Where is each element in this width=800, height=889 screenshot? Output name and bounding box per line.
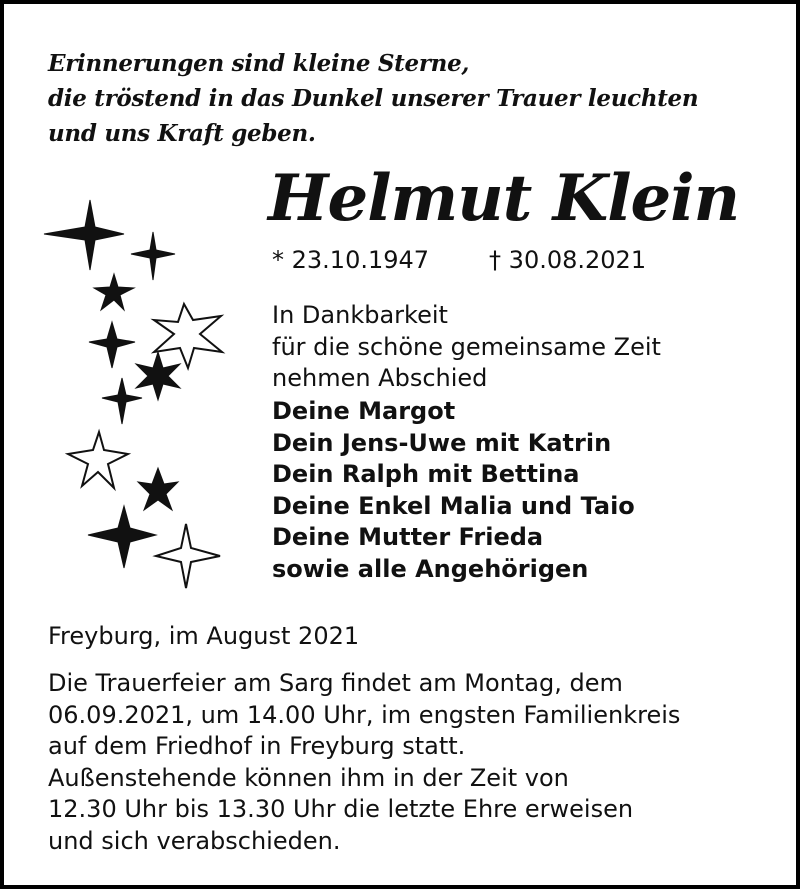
funeral-line: auf dem Friedhof in Freyburg statt. bbox=[48, 732, 466, 760]
quote-line: die tröstend in das Dunkel unserer Trauer leuchten bbox=[48, 85, 699, 112]
funeral-line: Die Trauerfeier am Sarg findet am Montag, dem bbox=[48, 669, 623, 697]
star-icon bbox=[102, 378, 142, 424]
star-icon bbox=[88, 506, 156, 568]
mourner-entry: Deine Mutter Frieda bbox=[272, 523, 544, 551]
quote-line: Erinnerungen sind kleine Sterne, bbox=[48, 50, 470, 77]
mourner-entry: Deine Enkel Malia und Taio bbox=[272, 491, 635, 520]
place-and-date: Freyburg, im August 2021 bbox=[48, 622, 360, 650]
star-icon bbox=[94, 274, 134, 310]
thanks-line: nehmen Abschied bbox=[272, 364, 488, 392]
memorial-quote bbox=[48, 46, 698, 151]
thanks-line: In Dankbarkeit bbox=[272, 301, 448, 329]
funeral-line: Außenstehende können ihm in der Zeit von bbox=[48, 763, 569, 792]
deceased-name: Helmut Klein bbox=[268, 161, 740, 236]
mourner-entry: Dein Ralph mit Bettina bbox=[272, 460, 580, 488]
mourner-entry: Dein Jens-Uwe mit Katrin bbox=[272, 428, 612, 457]
life-dates bbox=[272, 242, 646, 278]
mourner-entry: Deine Margot bbox=[272, 397, 456, 425]
star-icon bbox=[44, 200, 124, 270]
star-icon bbox=[136, 352, 180, 400]
thanks-line: für die schöne gemeinsame Zeit bbox=[272, 332, 661, 361]
funeral-notice bbox=[48, 668, 680, 857]
birth-date: * 23.10.1947 bbox=[272, 246, 430, 274]
star-outline-icon bbox=[68, 432, 128, 488]
star-decoration bbox=[38, 192, 238, 602]
star-outline-icon bbox=[154, 304, 222, 368]
star-icon bbox=[138, 468, 178, 510]
star-icon bbox=[89, 322, 135, 368]
quote-line: und uns Kraft geben. bbox=[48, 120, 316, 147]
funeral-line: 06.09.2021, um 14.00 Uhr, im engsten Familienkreis bbox=[48, 700, 681, 729]
star-outline-icon bbox=[156, 524, 220, 588]
death-date: † 30.08.2021 bbox=[489, 246, 647, 274]
thanks-text bbox=[272, 300, 661, 395]
star-icon bbox=[131, 232, 175, 280]
mourner-entry: sowie alle Angehörigen bbox=[272, 554, 589, 583]
mourners-list bbox=[272, 396, 635, 585]
funeral-line: und sich verabschieden. bbox=[48, 826, 341, 855]
funeral-line: 12.30 Uhr bis 13.30 Uhr die letzte Ehre erweisen bbox=[48, 795, 634, 823]
